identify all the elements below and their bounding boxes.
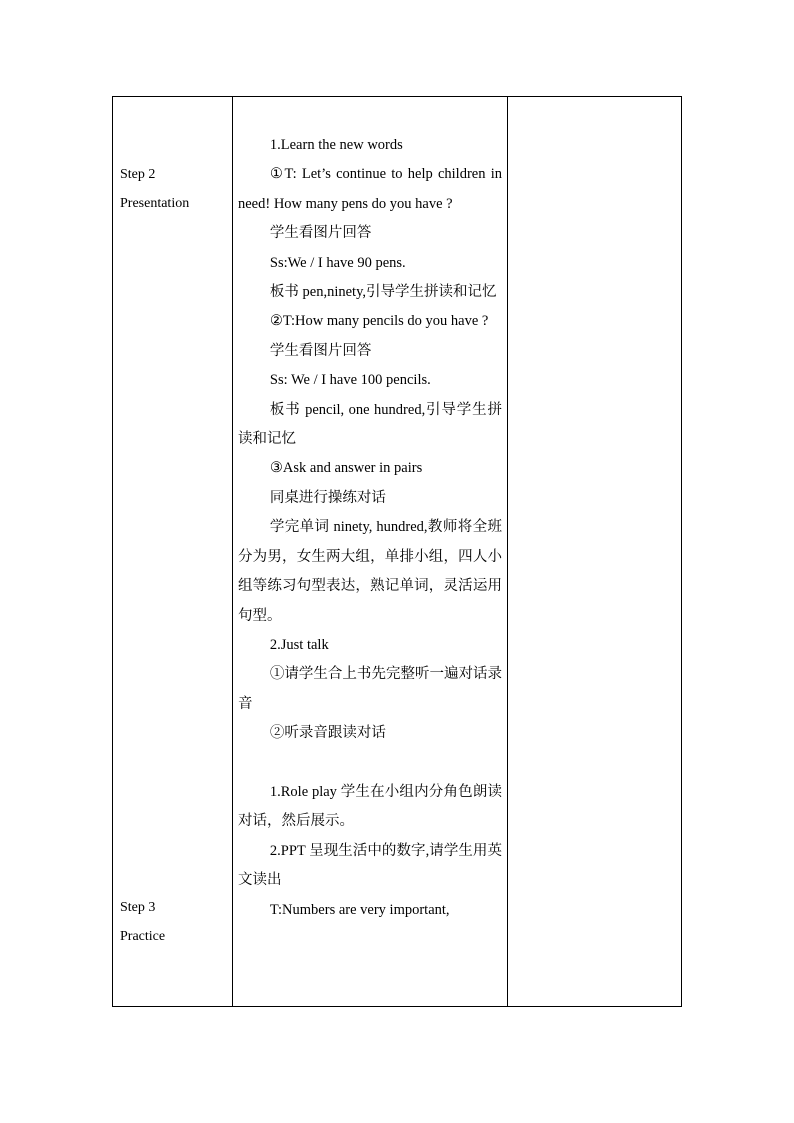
paragraph: 学生看图片回答 bbox=[269, 225, 372, 242]
paragraph: ①请学生合上书先完整听一遍对话录音 bbox=[238, 666, 502, 712]
paragraph: Ss:We / I have 90 pens. bbox=[269, 254, 406, 271]
paragraph: 1.Learn the new words bbox=[269, 137, 403, 153]
step-3-title: Practice bbox=[120, 929, 166, 944]
step-2-number: Step 2 bbox=[120, 167, 156, 182]
procedure-text bbox=[233, 97, 507, 925]
paragraph: 1.Role play 学生在小组内分角色朗读对话，然后展示。 bbox=[238, 783, 502, 830]
paragraph: Ss: We / I have 100 pencils. bbox=[269, 372, 431, 389]
step-column-cell bbox=[113, 97, 233, 1007]
notes-column-cell bbox=[508, 97, 682, 1007]
paragraph: ②听录音跟读对话 bbox=[269, 725, 386, 742]
paragraph: 学生看图片回答 bbox=[269, 342, 372, 359]
paragraph: ②T:How many pencils do you have ? bbox=[269, 313, 489, 330]
step-3-label bbox=[120, 893, 165, 951]
lesson-plan-table bbox=[112, 96, 682, 1007]
paragraph: ①T: Let’s continue to help children in need! How many pens do you have ? bbox=[238, 166, 502, 212]
step-3-number: Step 3 bbox=[120, 900, 156, 915]
paragraph: ③Ask and answer in pairs bbox=[269, 460, 423, 477]
paragraph: 同桌进行操练对话 bbox=[269, 489, 386, 506]
paragraph: 板书 pencil, one hundred,引导学生拼读和记忆 bbox=[238, 401, 502, 448]
procedure-column-cell bbox=[233, 97, 508, 1007]
paragraph: 2.PPT 呈现生活中的数字,请学生用英文读出 bbox=[238, 842, 502, 889]
paragraph: 2.Just talk bbox=[269, 636, 329, 653]
table-row bbox=[113, 97, 682, 1007]
step-2-title: Presentation bbox=[120, 196, 190, 211]
blank-line bbox=[238, 749, 502, 778]
paragraph: 学完单词 ninety, hundred,教师将全班分为男，女生两大组，单排小组，四人小组等练习句型表达，熟记单词，灵活运用句型。 bbox=[238, 519, 502, 624]
paragraph: 板书 pen,ninety,引导学生拼读和记忆 bbox=[269, 284, 497, 301]
step-2-label bbox=[120, 160, 189, 218]
paragraph: T:Numbers are very important, bbox=[269, 901, 450, 918]
